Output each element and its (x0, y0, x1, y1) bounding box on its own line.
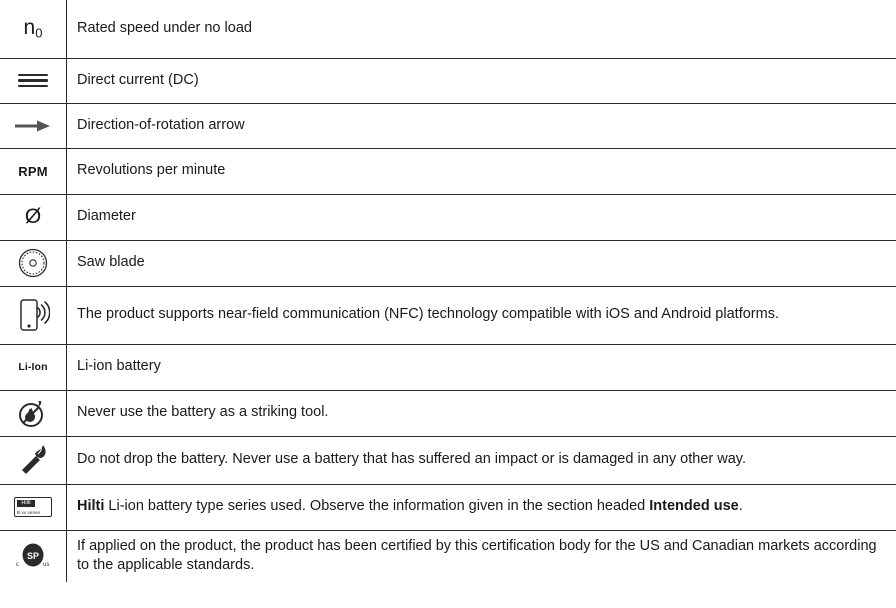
table-row (0, 530, 896, 582)
symbol-cell-hilti-battery-series (0, 484, 67, 530)
symbol-cell-direct-current (0, 58, 67, 103)
no-striking-tool-icon (16, 396, 50, 430)
table-row (0, 103, 896, 148)
li-ion-battery-symbol: Li-Ion (18, 361, 48, 373)
table-row (0, 0, 896, 58)
description-cell: Never use the battery as a striking tool. (77, 404, 329, 421)
description-cell: Diameter (77, 208, 136, 225)
description-cell: Direction-of-rotation arrow (77, 116, 245, 133)
revolutions-per-minute-symbol: RPM (18, 163, 48, 179)
symbol-cell-li-ion (0, 344, 67, 390)
symbol-cell-diameter (0, 194, 67, 240)
table-row (0, 344, 896, 390)
table-row (0, 390, 896, 436)
description-cell: Rated speed under no load (77, 19, 252, 36)
svg-text:SP: SP (26, 551, 40, 562)
symbol-cell-no-striking-tool (0, 390, 67, 436)
symbol-cell-rpm (0, 148, 67, 194)
table-row (0, 194, 896, 240)
rated-speed-no-load-symbol: $n_0$ (23, 16, 43, 42)
hilti-series-label: B xx series (17, 509, 41, 515)
description-cell: Saw blade (77, 254, 145, 271)
description-cell: Direct current (DC) (77, 71, 199, 88)
description-cell: Li-ion battery (77, 358, 161, 375)
table-row (0, 240, 896, 286)
symbol-cell-do-not-drop-battery (0, 436, 67, 484)
hilti-wordmark: Hilti (17, 500, 35, 507)
do-not-drop-battery-icon (16, 443, 50, 477)
symbol-cell-saw-blade (0, 240, 67, 286)
table-row (0, 436, 896, 484)
nfc-smartphone-icon (16, 295, 50, 335)
table-row (0, 286, 896, 344)
hilti-battery-type-series-icon (14, 497, 52, 517)
symbol-cell-nfc (0, 286, 67, 344)
description-cell: Revolutions per minute (77, 162, 226, 179)
description-cell: Do not drop the battery. Never use a battery that has suffered an impact or is damaged in any other way. (77, 451, 746, 468)
svg-text:c: c (16, 562, 19, 569)
description-cell: If applied on the product, the product has been certified by this certification body for the US and Canadian markets according to the applicable standards. (77, 537, 877, 574)
table-row (0, 58, 896, 103)
table-row (0, 148, 896, 194)
svg-text:us: us (43, 562, 50, 569)
table-row (0, 484, 896, 530)
direct-current-symbol (18, 71, 48, 91)
description-cell: The product supports near-field communication (NFC) technology compatible with iOS and Android platforms. (77, 306, 779, 323)
symbol-cell-direction-arrow (0, 103, 67, 148)
symbol-cell-csa-mark (0, 530, 67, 582)
symbol-cell-rated-speed (0, 0, 67, 58)
saw-blade-icon (17, 247, 49, 279)
csa-certification-mark-icon (14, 540, 52, 572)
diameter-symbol: Ø (24, 205, 42, 228)
direction-of-rotation-arrow-icon (13, 119, 53, 133)
description-cell: Hilti Li-ion battery type series used. Observe the information given in the section headed Intended use. (77, 498, 743, 515)
